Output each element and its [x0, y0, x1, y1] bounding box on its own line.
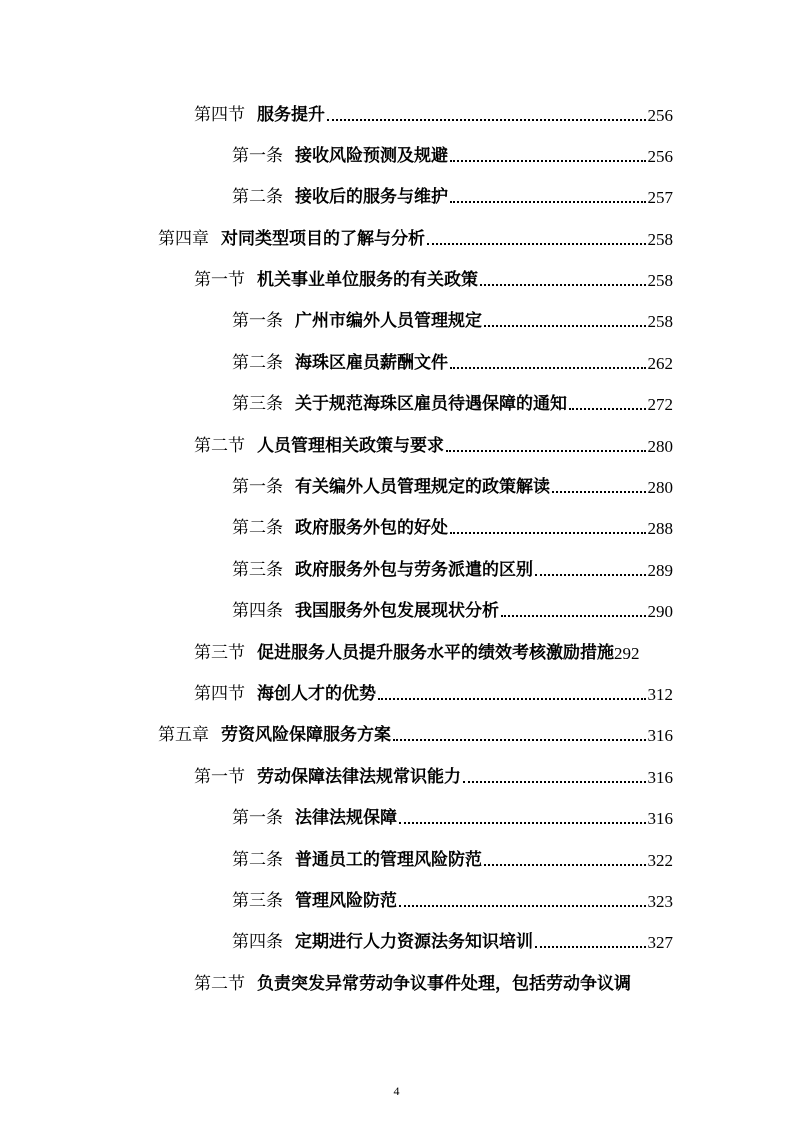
- toc-entry: [232, 342, 673, 372]
- dot-leader: [399, 905, 646, 907]
- toc-entry-page: 262: [647, 354, 673, 373]
- toc-entry-page: 258: [647, 312, 673, 331]
- toc-entry-title: 人员管理相关政策与要求: [257, 436, 444, 456]
- toc-entry-number: 第二条: [232, 850, 283, 870]
- toc-entry-number: 第四章: [158, 229, 209, 249]
- toc-entry-page: 258: [647, 271, 673, 290]
- toc-entry: [232, 466, 673, 496]
- toc-entry-number: 第一条: [232, 311, 283, 331]
- toc-entry-page: 258: [647, 230, 673, 249]
- toc-entry-title: 管理风险防范: [295, 891, 397, 911]
- toc-entry-title: 接收风险预测及规避: [295, 146, 448, 166]
- toc-entry: [194, 259, 673, 289]
- toc-entry-number: 第一条: [232, 146, 283, 166]
- dot-leader: [446, 450, 646, 452]
- dot-leader: [535, 574, 646, 576]
- dot-leader: [463, 781, 646, 783]
- toc-entry: [232, 300, 673, 330]
- toc-entry: [232, 590, 673, 620]
- toc-entry-title: 促进服务人员提升服务水平的绩效考核激励措施: [257, 643, 614, 663]
- toc-entry-number: 第三条: [232, 560, 283, 580]
- toc-entry-title: 接收后的服务与维护: [295, 187, 448, 207]
- toc-entry-page: 290: [647, 602, 673, 621]
- toc-entry-number: 第一条: [232, 477, 283, 497]
- toc-entry-number: 第一条: [232, 808, 283, 828]
- dot-leader: [450, 532, 646, 534]
- toc-entry-title: 政府服务外包的好处: [295, 518, 448, 538]
- toc-entry-title: 政府服务外包与劳务派遣的区别: [295, 560, 533, 580]
- dot-leader: [393, 739, 646, 741]
- toc-entry-page: 327: [647, 933, 673, 952]
- toc-entry: [158, 218, 673, 248]
- toc-entry: [232, 507, 673, 537]
- toc-entry-title: 对同类型项目的了解与分析: [221, 229, 425, 249]
- toc-entry-title: 我国服务外包发展现状分析: [295, 601, 499, 621]
- toc-entry: [194, 94, 673, 124]
- toc-entry-number: 第四节: [194, 105, 245, 125]
- toc-entry-page: 292: [614, 644, 640, 663]
- toc-entry-title: 普通员工的管理风险防范: [295, 850, 482, 870]
- toc-entry-page: 316: [647, 768, 673, 787]
- toc-entry: [232, 797, 673, 827]
- toc-entry-number: 第五章: [158, 725, 209, 745]
- toc-entry-page: 316: [647, 809, 673, 828]
- toc-entry-number: 第三节: [194, 643, 245, 663]
- toc-entry-page: 289: [647, 561, 673, 580]
- toc-entry: [194, 425, 673, 455]
- toc-entry: [194, 673, 673, 703]
- toc-entry-title: 关于规范海珠区雇员待遇保障的通知: [295, 394, 567, 414]
- toc-entry-page: 316: [647, 726, 673, 745]
- toc-entry: [232, 383, 673, 413]
- toc-entry: [232, 176, 673, 206]
- toc-entry: [158, 714, 673, 744]
- dot-leader: [399, 822, 646, 824]
- dot-leader: [552, 491, 646, 493]
- dot-leader: [450, 201, 646, 203]
- dot-leader: [427, 243, 646, 245]
- toc-entry-page: 272: [647, 395, 673, 414]
- toc-entry-page: 288: [647, 519, 673, 538]
- toc-entry-number: 第二条: [232, 518, 283, 538]
- dot-leader: [327, 119, 646, 121]
- dot-leader: [484, 325, 646, 327]
- toc-entry-title: 劳资风险保障服务方案: [221, 725, 391, 745]
- footer-page-number: 4: [393, 1084, 400, 1098]
- toc-entry-title: 劳动保障法律法规常识能力: [257, 767, 461, 787]
- toc-entry-title: 广州市编外人员管理规定: [295, 311, 482, 331]
- toc-entry-title: 机关事业单位服务的有关政策: [257, 270, 478, 290]
- toc-entry-title: 法律法规保障: [295, 808, 397, 828]
- dot-leader: [378, 698, 646, 700]
- toc-entry-page: 256: [647, 147, 673, 166]
- toc-entry-page: 312: [647, 685, 673, 704]
- dot-leader: [501, 615, 646, 617]
- toc-entry-number: 第一节: [194, 767, 245, 787]
- dot-leader: [480, 284, 646, 286]
- toc-entry-number: 第四条: [232, 932, 283, 952]
- toc-entry-title: 负责突发异常劳动争议事件处理，包括劳动争议调: [257, 974, 631, 994]
- dot-leader: [535, 946, 646, 948]
- toc-entry: [232, 839, 673, 869]
- toc-entry: [194, 756, 673, 786]
- toc-entry-number: 第三条: [232, 394, 283, 414]
- toc-entry-number: 第二条: [232, 187, 283, 207]
- toc-entry-number: 第二条: [232, 353, 283, 373]
- toc-entry-number: 第三条: [232, 891, 283, 911]
- dot-leader: [450, 367, 646, 369]
- toc-entry-page: 280: [647, 478, 673, 497]
- toc-entry-number: 第四条: [232, 601, 283, 621]
- toc-entry-number: 第一节: [194, 270, 245, 290]
- toc-entry-number: 第二节: [194, 436, 245, 456]
- toc-entry: [232, 921, 673, 951]
- toc-entry-title: 海创人才的优势: [257, 684, 376, 704]
- toc-entry-title: 有关编外人员管理规定的政策解读: [295, 477, 550, 497]
- toc-entry: [194, 963, 673, 993]
- toc-entry-page: 256: [647, 106, 673, 125]
- toc-entry-title: 服务提升: [257, 105, 325, 125]
- toc-entry-page: 322: [647, 851, 673, 870]
- toc-entry: [194, 632, 673, 662]
- toc-entry-number: 第二节: [194, 974, 245, 994]
- toc-entry-page: 323: [647, 892, 673, 911]
- toc-entry-page: 280: [647, 437, 673, 456]
- toc-entry: [232, 549, 673, 579]
- toc-entry-number: 第四节: [194, 684, 245, 704]
- toc-entry: [232, 135, 673, 165]
- toc-entry-page: 257: [647, 188, 673, 207]
- toc-entry: [232, 880, 673, 910]
- toc-entry-title: 海珠区雇员薪酬文件: [295, 353, 448, 373]
- dot-leader: [484, 864, 646, 866]
- dot-leader: [450, 160, 646, 162]
- dot-leader: [569, 408, 646, 410]
- toc-entry-title: 定期进行人力资源法务知识培训: [295, 932, 533, 952]
